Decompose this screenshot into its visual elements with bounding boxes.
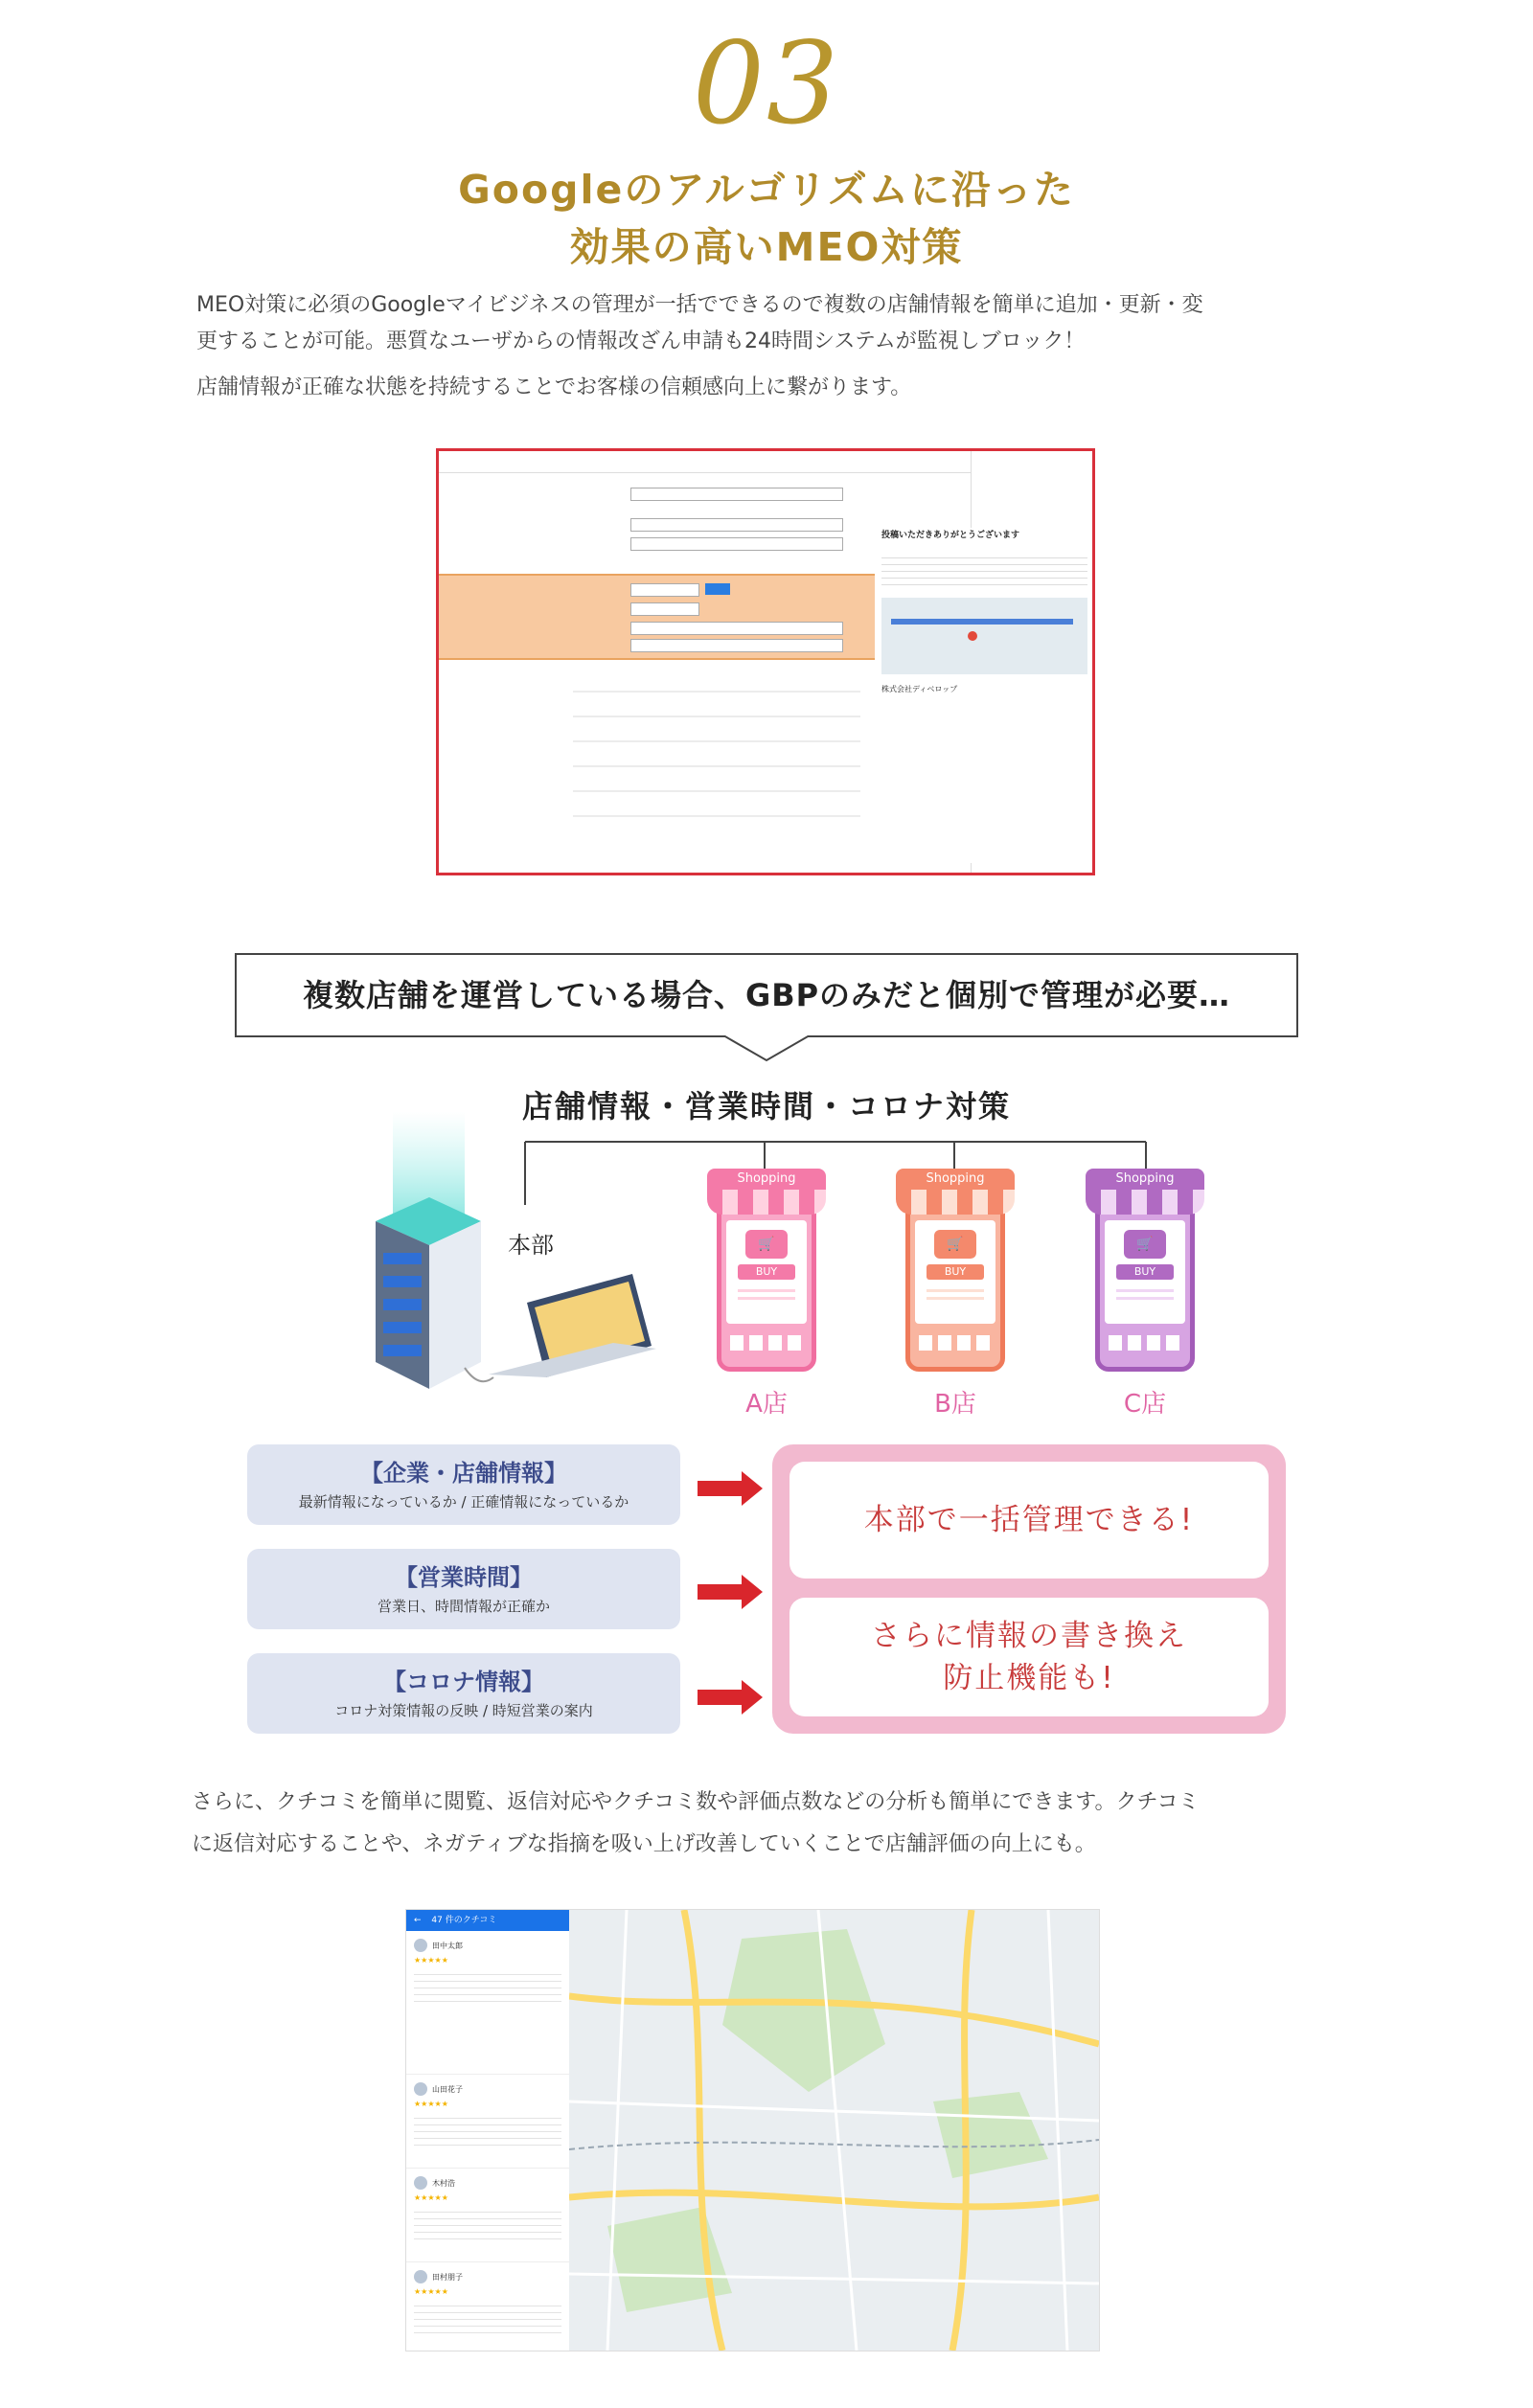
form-field bbox=[630, 488, 843, 501]
hq-label: 本部 bbox=[508, 1232, 554, 1259]
avatar bbox=[414, 2176, 427, 2190]
company-name: 株式会社ディベロップ bbox=[881, 685, 958, 693]
table-line bbox=[573, 740, 860, 742]
table-line bbox=[573, 765, 860, 767]
server-slot bbox=[383, 1322, 422, 1333]
store-phone-b bbox=[905, 1170, 1005, 1372]
form-field bbox=[630, 622, 843, 635]
store-label-c: C店 bbox=[1123, 1390, 1167, 1419]
result-box bbox=[772, 1444, 1286, 1734]
screen-line bbox=[738, 1289, 795, 1292]
reviewer-name: 山田花子 bbox=[432, 2084, 463, 2094]
review-text bbox=[414, 2206, 561, 2244]
category-sub: 営業日、時間情報が正確か bbox=[377, 1598, 550, 1615]
form-field bbox=[630, 518, 843, 532]
awning: Shopping bbox=[1086, 1169, 1204, 1190]
intro-line-3: 店舗情報が正確な状態を持続することでお客様の信頼感向上に繋がります。 bbox=[196, 375, 912, 399]
info-title: 店舗情報・営業時間・コロナ対策 bbox=[521, 1088, 1011, 1124]
reviewer-name: 田中太郎 bbox=[432, 1941, 463, 1950]
form-screenshot bbox=[436, 448, 1095, 875]
category-title: 【コロナ情報】 bbox=[383, 1669, 544, 1695]
avatar bbox=[414, 2082, 427, 2096]
table-line bbox=[573, 716, 860, 717]
reviewer-row bbox=[414, 2082, 561, 2096]
table-line bbox=[573, 815, 860, 817]
awning-stripes bbox=[707, 1190, 826, 1215]
basket-icon: 🛒 bbox=[934, 1230, 976, 1259]
back-arrow-icon: ← bbox=[414, 1916, 422, 1925]
category-corona bbox=[247, 1653, 680, 1734]
result-card-2 bbox=[789, 1598, 1269, 1716]
server-front bbox=[429, 1221, 481, 1389]
awning: Shopping bbox=[896, 1169, 1015, 1190]
outro-line-1: さらに、クチコミを簡単に閲覧、返信対応やクチコミ数や評価点数などの分析も簡単にできます。クチコミ bbox=[192, 1790, 1200, 1814]
store-label-b: B店 bbox=[934, 1390, 976, 1419]
awning: Shopping bbox=[707, 1169, 826, 1190]
review-item bbox=[406, 2262, 569, 2351]
intro-line-2: 更することが可能。悪質なユーザからの情報改ざん申請も24時間システムが監視しブロック！ bbox=[196, 329, 1086, 353]
reviewer-name: 木村浩 bbox=[432, 2178, 455, 2188]
map-view bbox=[569, 1910, 1099, 2351]
server-slot bbox=[383, 1299, 422, 1310]
avatar bbox=[414, 1939, 427, 1952]
basket-icon: 🛒 bbox=[745, 1230, 788, 1259]
mini-map bbox=[881, 598, 1087, 674]
category-hours bbox=[247, 1549, 680, 1629]
search-button bbox=[705, 583, 730, 595]
server-slot bbox=[383, 1345, 422, 1356]
arrows bbox=[694, 1465, 770, 1715]
form-header bbox=[439, 451, 971, 473]
screen-line bbox=[738, 1297, 795, 1300]
table-line bbox=[573, 691, 860, 693]
reviewer-row bbox=[414, 1939, 561, 1952]
result-text-2b: 防止機能も! bbox=[943, 1661, 1115, 1695]
review-text bbox=[414, 2300, 561, 2338]
store-phone-c bbox=[1095, 1170, 1195, 1372]
avatar bbox=[414, 2270, 427, 2283]
reviewer-name: 田村朋子 bbox=[432, 2272, 463, 2282]
thanks-body bbox=[881, 552, 1087, 586]
cable bbox=[465, 1368, 493, 1381]
server-slot bbox=[383, 1253, 422, 1264]
screen-line bbox=[927, 1289, 984, 1292]
phone-dots bbox=[1109, 1335, 1181, 1351]
basket-icon: 🛒 bbox=[1124, 1230, 1166, 1259]
buy-button: BUY bbox=[1116, 1264, 1174, 1280]
table-line bbox=[573, 790, 860, 792]
thanks-title: 投稿いただきありがとうございます bbox=[881, 531, 1020, 540]
map-svg bbox=[569, 1910, 1099, 2351]
review-list bbox=[406, 1931, 569, 2351]
reviewer-row bbox=[414, 2270, 561, 2283]
review-item bbox=[406, 2169, 569, 2262]
heading-line-2: 効果の高いMEO対策 bbox=[569, 224, 964, 270]
arrow-right-icon bbox=[698, 1575, 763, 1609]
screen-line bbox=[1116, 1289, 1174, 1292]
awning-stripes bbox=[896, 1190, 1015, 1215]
server-laptop-illustration bbox=[326, 1111, 671, 1398]
screen-line bbox=[1116, 1297, 1174, 1300]
result-text-1: 本部で一括管理できる! bbox=[863, 1503, 1195, 1537]
heading-line-1: Googleのアルゴリズムに沿った bbox=[458, 167, 1075, 213]
category-sub: コロナ対策情報の反映 / 時短営業の案内 bbox=[334, 1702, 593, 1719]
thanks-panel bbox=[881, 528, 1087, 863]
store-phone-a bbox=[717, 1170, 816, 1372]
review-item bbox=[406, 2075, 569, 2169]
category-title: 【企業・店舗情報】 bbox=[360, 1460, 567, 1487]
reviewer-row bbox=[414, 2176, 561, 2190]
screen-line bbox=[927, 1297, 984, 1300]
category-company-info bbox=[247, 1444, 680, 1525]
arrow-right-icon bbox=[698, 1680, 763, 1715]
review-item bbox=[406, 1931, 569, 2075]
phone-dots bbox=[919, 1335, 992, 1351]
arrow-right-icon bbox=[698, 1471, 763, 1506]
map-road bbox=[891, 619, 1073, 625]
category-title: 【営業時間】 bbox=[395, 1564, 533, 1591]
form-field bbox=[630, 537, 843, 551]
star-rating: ★★★★★ bbox=[414, 2100, 448, 2108]
buy-button: BUY bbox=[927, 1264, 984, 1280]
highlight-band bbox=[439, 574, 875, 660]
awning-stripes bbox=[1086, 1190, 1204, 1215]
section-heading bbox=[0, 161, 1533, 276]
star-rating: ★★★★★ bbox=[414, 1956, 448, 1965]
reviews-screenshot bbox=[405, 1909, 1100, 2351]
section-number: 03 bbox=[692, 17, 841, 149]
outro-line-2: に返信対応することや、ネガティブな指摘を吸い上げ改善していくことで店舗評価の向上にも。 bbox=[192, 1832, 1096, 1856]
review-text bbox=[414, 2112, 561, 2150]
speech-text: 複数店舗を運営している場合、GBPのみだと個別で管理が必要… bbox=[302, 977, 1231, 1013]
form-field bbox=[630, 602, 699, 616]
intro-line-1: MEO対策に必須のGoogleマイビジネスの管理が一括でできるので複数の店舗情報を簡単に追加・更新・変 bbox=[196, 293, 1203, 317]
form-field bbox=[630, 639, 843, 652]
result-text-2a: さらに情報の書き換え bbox=[871, 1619, 1187, 1653]
review-count: 47 件のクチコミ bbox=[431, 1916, 497, 1925]
review-panel bbox=[406, 1910, 569, 2351]
review-header bbox=[406, 1910, 569, 1931]
form-table bbox=[573, 681, 860, 853]
star-rating: ★★★★★ bbox=[414, 2287, 448, 2296]
map-pin-icon bbox=[968, 631, 977, 641]
form-field bbox=[630, 583, 699, 597]
store-label-a: A店 bbox=[745, 1390, 788, 1419]
review-text bbox=[414, 1968, 561, 2007]
speech-tail bbox=[723, 1035, 810, 1064]
category-sub: 最新情報になっているか / 正確情報になっているか bbox=[298, 1493, 629, 1511]
star-rating: ★★★★★ bbox=[414, 2193, 448, 2202]
server-slot bbox=[383, 1276, 422, 1287]
result-card-1 bbox=[789, 1462, 1269, 1579]
speech-box bbox=[235, 953, 1298, 1037]
buy-button: BUY bbox=[738, 1264, 795, 1280]
phone-dots bbox=[730, 1335, 803, 1351]
